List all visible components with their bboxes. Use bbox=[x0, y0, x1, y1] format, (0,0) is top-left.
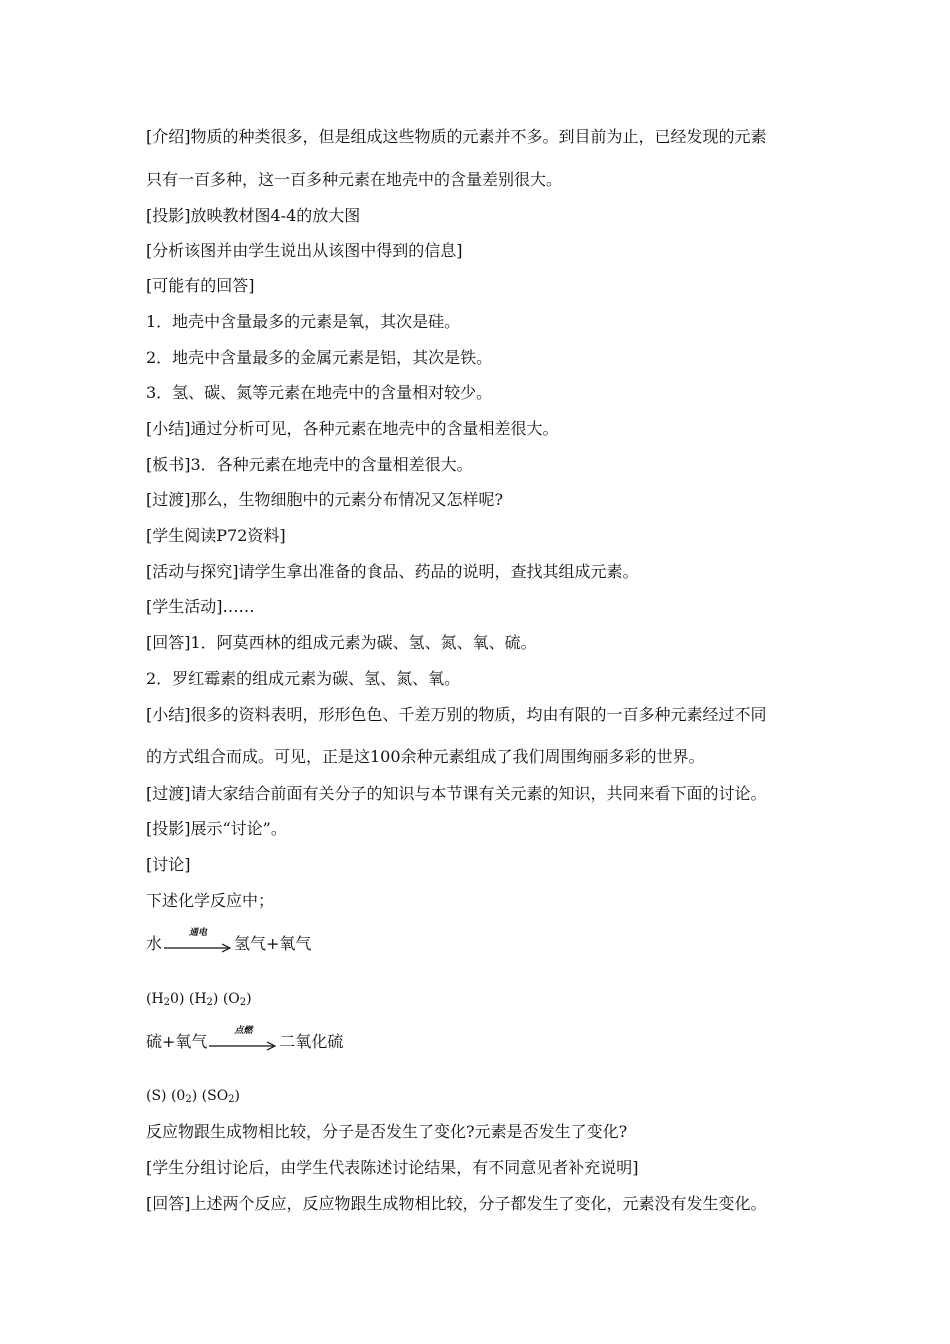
text-line: [回答]1．阿莫西林的组成元素为碳、氢、氮、氧、硫。 bbox=[146, 633, 537, 652]
text-line: [学生阅读P72资料] bbox=[146, 526, 286, 545]
subscript: 2 bbox=[185, 1094, 192, 1105]
formula-part: (O bbox=[222, 991, 240, 1007]
formula-part: ) bbox=[246, 991, 252, 1007]
text-line: 下述化学反应中； bbox=[146, 891, 275, 910]
text-line: [学生分组讨论后，由学生代表陈述讨论结果，有不同意见者补充说明] bbox=[146, 1158, 639, 1177]
text-line: [学生活动]…… bbox=[146, 597, 255, 616]
formula-part: 0) bbox=[170, 991, 185, 1007]
text-line: [回答]上述两个反应，反应物跟生成物相比较，分子都发生了变化，元素没有发生变化。 bbox=[146, 1194, 767, 1213]
text-line: [讨论] bbox=[146, 855, 191, 874]
text-line: [过渡]请大家结合前面有关分子的知识与本节课有关元素的知识，共同来看下面的讨论。 bbox=[146, 784, 767, 803]
reaction-arrow bbox=[164, 928, 232, 954]
product: 氢气+氧气 bbox=[234, 934, 312, 953]
text-line: 1．地壳中含量最多的元素是氧，其次是硅。 bbox=[146, 312, 461, 331]
reaction-condition: 通电 bbox=[189, 928, 208, 938]
subscript: 2 bbox=[239, 997, 247, 1008]
formula-part: (S) bbox=[146, 1088, 167, 1104]
formula-part: ) bbox=[191, 1088, 198, 1104]
text-line: 2．地壳中含量最多的金属元素是铝，其次是铁。 bbox=[146, 348, 493, 367]
arrow-icon bbox=[209, 1040, 277, 1052]
formula-part: ) bbox=[212, 991, 219, 1007]
reaction-condition: 点燃 bbox=[234, 1026, 253, 1036]
text-line: [过渡]那么，生物细胞中的元素分布情况又怎样呢? bbox=[146, 490, 504, 509]
formula-part: (H bbox=[146, 991, 164, 1007]
reactant: 硫+氧气 bbox=[146, 1032, 208, 1051]
formula-part: (0 bbox=[170, 1088, 186, 1104]
formula-part: (SO bbox=[201, 1088, 229, 1104]
formula-line-1 bbox=[146, 990, 252, 1008]
product: 二氧化硫 bbox=[279, 1032, 344, 1051]
text-line: 反应物跟生成物相比较，分子是否发生了变化?元素是否发生了变化? bbox=[146, 1122, 628, 1141]
text-line: [投影]放映教材图4-4的放大图 bbox=[146, 206, 361, 225]
reaction-1 bbox=[146, 928, 312, 954]
text-line: [小结]通过分析可见，各种元素在地壳中的含量相差很大。 bbox=[146, 419, 559, 438]
text-line: [活动与探究]请学生拿出准备的食品、药品的说明，查找其组成元素。 bbox=[146, 562, 639, 581]
formula-part: (H bbox=[188, 991, 207, 1007]
formula-line-2 bbox=[146, 1087, 240, 1105]
formula-part: ) bbox=[234, 1088, 241, 1104]
subscript: 2 bbox=[206, 997, 213, 1008]
subscript: 2 bbox=[163, 997, 171, 1008]
text-line: 只有一百多种，这一百多种元素在地壳中的含量差别很大。 bbox=[146, 170, 563, 189]
text-line: [投影]展示“讨论”。 bbox=[146, 819, 287, 838]
reactant: 水 bbox=[146, 934, 163, 953]
arrow-icon bbox=[164, 942, 232, 954]
text-line: 3．氢、碳、氮等元素在地壳中的含量相对较少。 bbox=[146, 383, 493, 402]
text-line: [可能有的回答] bbox=[146, 276, 255, 295]
subscript: 2 bbox=[228, 1094, 235, 1105]
reaction-2 bbox=[146, 1026, 344, 1052]
text-line: [介绍]物质的种类很多，但是组成这些物质的元素并不多。到目前为止，已经发现的元素 bbox=[146, 127, 767, 146]
reaction-arrow bbox=[209, 1026, 277, 1052]
text-line: [分析该图并由学生说出从该图中得到的信息] bbox=[146, 241, 463, 260]
text-line: 2．罗红霉素的组成元素为碳、氢、氮、氧。 bbox=[146, 669, 461, 688]
text-line: [板书]3．各种元素在地壳中的含量相差很大。 bbox=[146, 455, 473, 474]
text-line: [小结]很多的资料表明，形形色色、千差万别的物质，均由有限的一百多种元素经过不同 bbox=[146, 705, 767, 724]
text-line: 的方式组合而成。可见，正是这100余种元素组成了我们周围绚丽多彩的世界。 bbox=[146, 747, 705, 766]
